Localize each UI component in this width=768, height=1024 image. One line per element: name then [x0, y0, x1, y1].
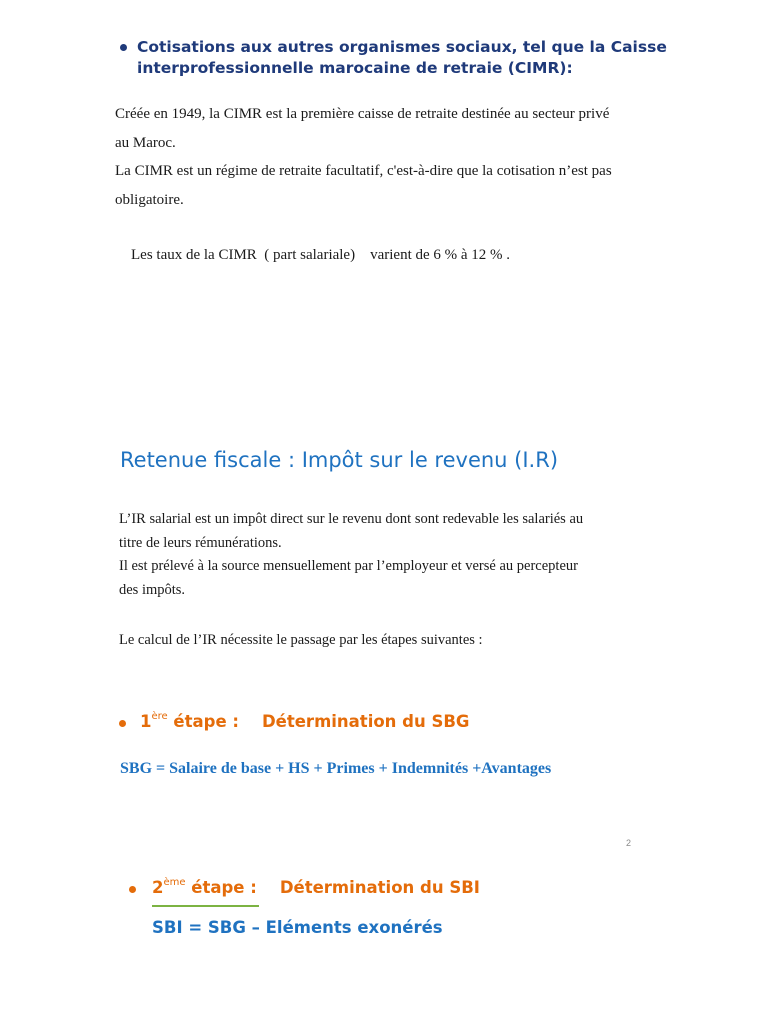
cimr-para-line4: obligatoire.	[115, 191, 184, 208]
page-number: 2	[626, 838, 632, 848]
cimr-rates: Les taux de la CIMR ( part salariale) varient de 6 % à 12 % .	[131, 247, 511, 263]
cimr-heading-line2: interprofessionnelle marocaine de retraie (CIMR):	[137, 59, 573, 77]
step2-suffix: ème	[163, 876, 186, 888]
ir-calc-intro: Le calcul de l’IR nécessite le passage par les étapes suivantes :	[119, 632, 483, 648]
ir-para-line1: L’IR salarial est un impôt direct sur le revenu dont sont redevable les salariés au	[119, 511, 584, 527]
cimr-para-line1: Créée en 1949, la CIMR est la première caisse de retraite destinée au secteur privé	[115, 106, 610, 122]
step1-heading	[140, 712, 469, 731]
cimr-heading	[137, 37, 697, 79]
cimr-para-line2: au Maroc.	[115, 134, 176, 151]
bullet-icon	[129, 886, 136, 893]
ir-para-line2: titre de leurs rémunérations.	[119, 534, 282, 551]
step1-number: 1	[140, 712, 152, 731]
ir-para-line4: des impôts.	[119, 581, 186, 598]
step2-number: 2	[152, 878, 164, 897]
step2-heading	[152, 878, 480, 897]
cimr-paragraph	[115, 100, 675, 214]
ir-section-title: Retenue fiscale : Impôt sur le revenu (I.R)	[120, 448, 559, 472]
step2-underline	[152, 905, 259, 907]
ir-para-line3: Il est prélevé à la source mensuellement par l’employeur et versé au percepteur	[119, 558, 578, 574]
ir-paragraph	[119, 508, 659, 602]
step1-suffix: ère	[151, 710, 168, 722]
step2-label: étape :	[185, 878, 280, 897]
step2-title: Détermination du SBI	[279, 878, 480, 897]
sbi-formula: SBI = SBG – Eléments exonérés	[152, 918, 443, 937]
step1-title: Détermination du SBG	[261, 712, 470, 731]
step1-label: étape :	[167, 712, 262, 731]
cimr-heading-line1: Cotisations aux autres organismes sociaux, tel que la Caisse	[137, 38, 667, 56]
sbg-formula: SBG = Salaire de base + HS + Primes + Indemnités +Avantages	[120, 760, 552, 777]
bullet-icon	[119, 720, 126, 727]
cimr-para-line3: La CIMR est un régime de retraite facultatif, c'est-à-dire que la cotisation n’est pas	[115, 163, 612, 179]
bullet-icon	[120, 44, 127, 51]
